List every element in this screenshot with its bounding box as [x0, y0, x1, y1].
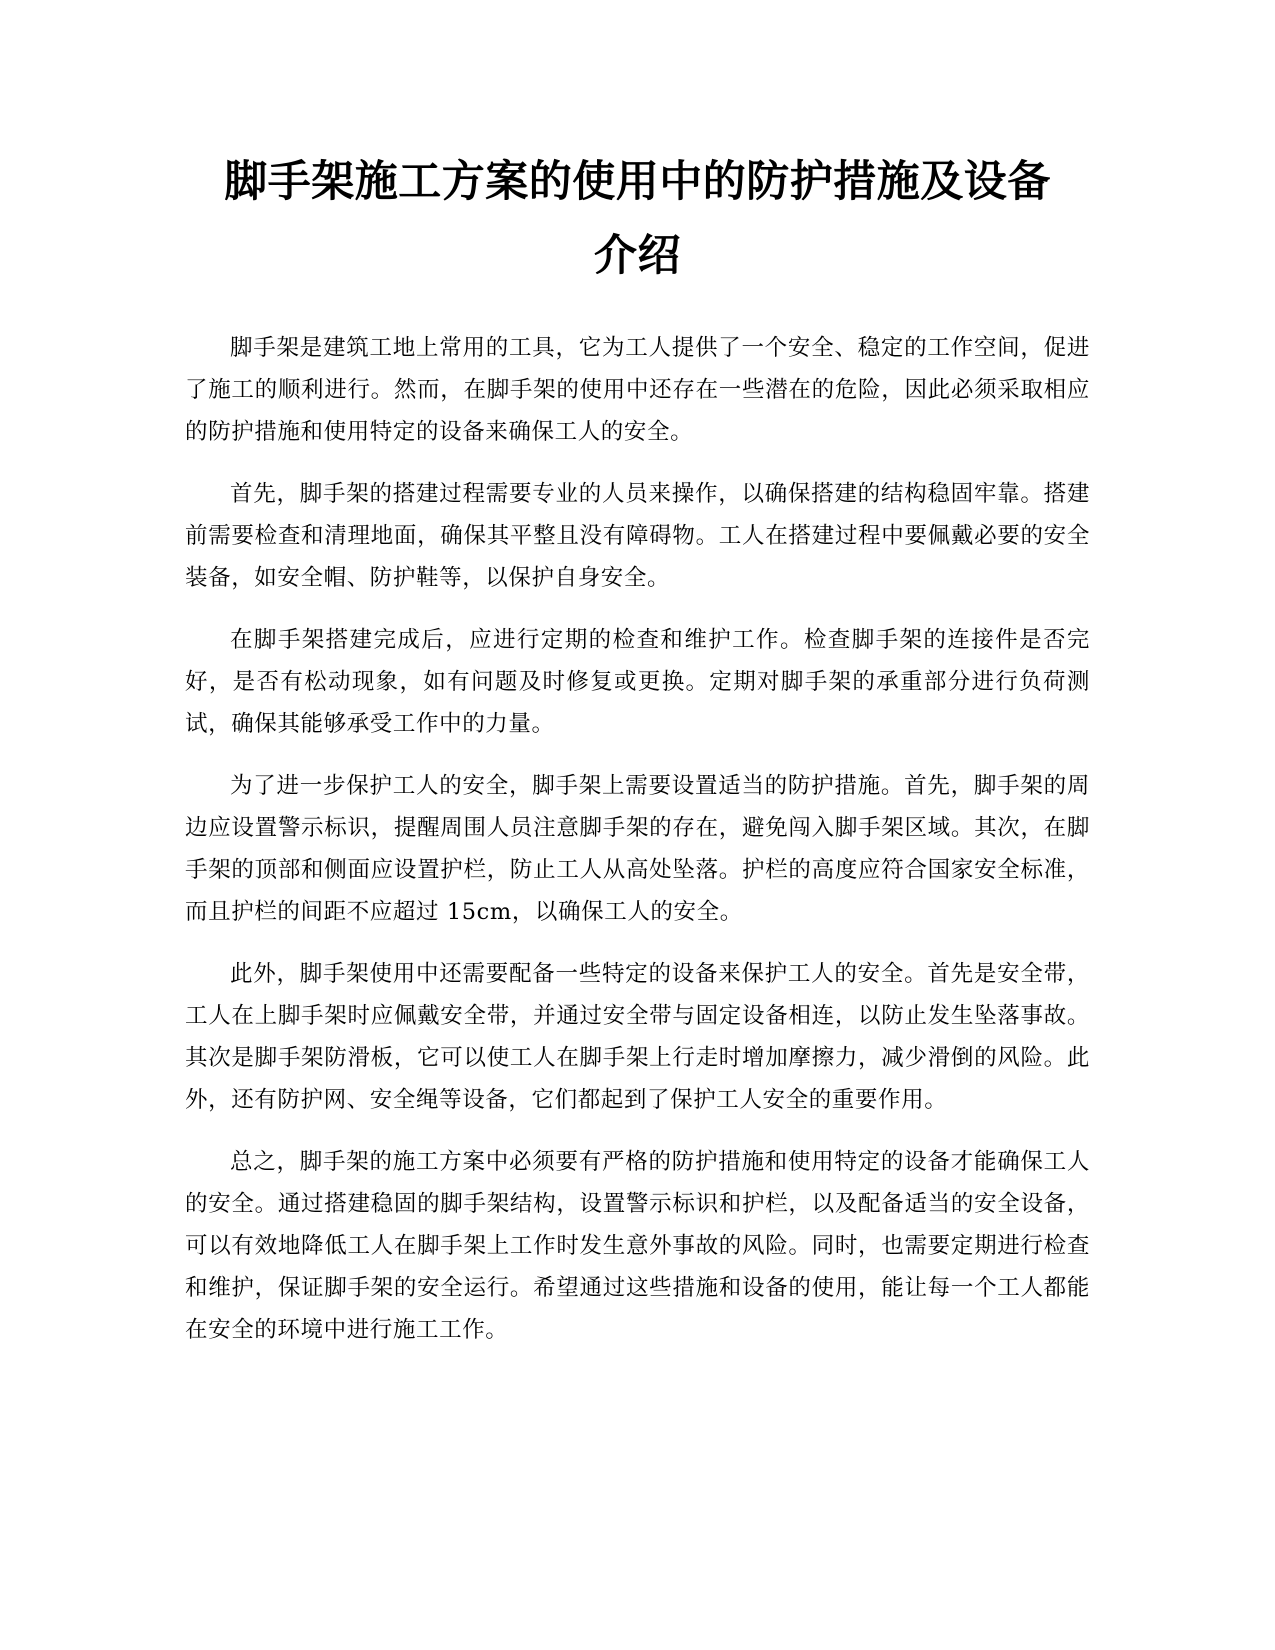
paragraph-equipment: 此外，脚手架使用中还需要配备一些特定的设备来保护工人的安全。首先是安全带，工人在上脚手架时应佩戴安全带，并通过安全带与固定设备相连，以防止发生坠落事故。其次是脚手架防滑板，它可以使工人在脚手架上行走时增加摩擦力，减少滑倒的风险。此外，还有防护网、安全绳等设备，它们都起到了保护工人安全的重要作用。 — [185, 961, 1090, 1113]
paragraph-protective-measures: 为了进一步保护工人的安全，脚手架上需要设置适当的防护措施。首先，脚手架的周边应设置警示标识，提醒周围人员注意脚手架的存在，避免闯入脚手架区域。其次，在脚手架的顶部和侧面应设置护栏，防止工人从高处坠落。护栏的高度应符合国家安全标准，而且护栏的间距不应超过 15cm，以确保工人的安全。 — [185, 773, 1090, 925]
paragraph-erection: 首先，脚手架的搭建过程需要专业的人员来操作，以确保搭建的结构稳固牢靠。搭建前需要检查和清理地面，确保其平整且没有障碍物。工人在搭建过程中要佩戴必要的安全装备，如安全帽、防护鞋等，以保护自身安全。 — [185, 481, 1090, 591]
paragraph-intro: 脚手架是建筑工地上常用的工具，它为工人提供了一个安全、稳定的工作空间，促进了施工的顺利进行。然而，在脚手架的使用中还存在一些潜在的危险，因此必须采取相应的防护措施和使用特定的设备来确保工人的安全。 — [185, 335, 1090, 445]
paragraph-inspection: 在脚手架搭建完成后，应进行定期的检查和维护工作。检查脚手架的连接件是否完好，是否有松动现象，如有问题及时修复或更换。定期对脚手架的承重部分进行负荷测试，确保其能够承受工作中的力量。 — [185, 627, 1090, 737]
paragraph-conclusion: 总之，脚手架的施工方案中必须要有严格的防护措施和使用特定的设备才能确保工人的安全。通过搭建稳固的脚手架结构，设置警示标识和护栏，以及配备适当的安全设备，可以有效地降低工人在脚手架上工作时发生意外事故的风险。同时，也需要定期进行检查和维护，保证脚手架的安全运行。希望通过这些措施和设备的使用，能让每一个工人都能在安全的环境中进行施工工作。 — [185, 1149, 1090, 1343]
document-title — [185, 145, 1090, 293]
title-line-1: 脚手架施工方案的使用中的防护措施及设备 — [224, 157, 1051, 207]
title-line-2: 介绍 — [594, 231, 681, 281]
document-page — [185, 145, 1090, 1371]
document-body — [185, 327, 1090, 1351]
